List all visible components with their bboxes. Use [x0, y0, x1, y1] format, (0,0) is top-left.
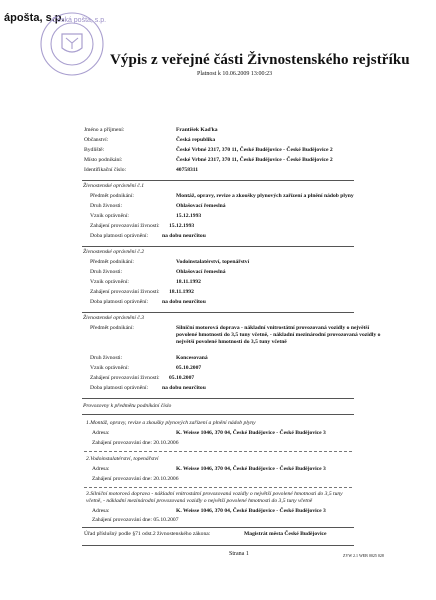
- license-2-start-label: Zahájení provozování živnosti:: [90, 289, 160, 295]
- license-3-origin-value: 05.10.2007: [176, 365, 202, 371]
- establishment-2-address-label: Adresa:: [92, 466, 110, 472]
- license-3-type-label: Druh živnosti:: [90, 355, 123, 361]
- page-title: Výpis z veřejné části Živnostenského rejstříku: [110, 52, 410, 68]
- citizenship-value: Česká republika: [176, 137, 216, 143]
- license-2-origin-value: 18.11.1992: [176, 279, 201, 285]
- license-2-validity-value: na dobu neurčitou: [162, 299, 206, 305]
- license-1-start-value: 15.12.1993: [169, 223, 195, 229]
- authority-value: Magistrát města České Budějovice: [244, 531, 327, 537]
- business-place-label: Místo podnikání:: [84, 157, 123, 163]
- section-divider: [82, 527, 354, 528]
- license-2-type-value: Ohlašovací řemeslná: [176, 269, 226, 275]
- id-number-value: 40758311: [176, 167, 199, 173]
- license-3-start-value: 05.10.2007: [169, 375, 195, 381]
- license-3-heading: Živnostenské oprávnění č.3: [83, 315, 145, 321]
- license-2-subject-value: Vodoinstalatérství, topenářství: [176, 259, 250, 265]
- establishments-heading: Provozovny k předmětu podnikání číslo: [83, 403, 172, 409]
- license-1-type-value: Ohlašovací řemeslná: [176, 203, 226, 209]
- license-1-validity-value: na dobu neurčitou: [162, 233, 206, 239]
- license-2-heading: Živnostenské oprávnění č.2: [83, 249, 145, 255]
- establishment-1-title: 1.Montáž, opravy, revize a zkoušky plynových zařízení a plnění nádob plyny: [86, 420, 256, 426]
- residence-value: České Vrbné 2317, 370 11, České Budějovice - České Budějovice 2: [176, 147, 333, 153]
- name-value: František Kaďka: [176, 127, 218, 133]
- establishment-3-start: Zahájení provozování dne: 05.10.2007: [92, 517, 179, 523]
- dashed-divider: [84, 451, 352, 452]
- license-3-origin-label: Vznik oprávnění:: [90, 365, 129, 371]
- establishment-1-address-label: Adresa:: [92, 430, 110, 436]
- license-3-subject-value: Silniční motorová doprava - nákladní vnitrostátní provozovaná vozidly o největší povolené hmotnosti do 3,5 tuny včetně, - nákladní mezinárodní provozovaná vozidly o největší povolené hmotnosti do 3,5 tuny včetně: [176, 325, 381, 345]
- authority-label: Úřad příslušný podle §71 odst.2 živnostenského zákona:: [84, 531, 211, 537]
- validity-date: Platnost k 10.06.2009 13:00:23: [197, 71, 273, 77]
- business-place-value: České Vrbné 2317, 370 11, České Budějovice - České Budějovice 2: [176, 157, 333, 163]
- section-divider: [82, 180, 354, 181]
- license-1-validity-label: Doba platnosti oprávnění:: [90, 233, 149, 239]
- license-1-subject-label: Předmět podnikání:: [90, 193, 134, 199]
- license-3-start-label: Zahájení provozování živnosti:: [90, 375, 160, 381]
- id-number-label: Identifikační číslo:: [84, 167, 127, 173]
- license-2-origin-label: Vznik oprávnění:: [90, 279, 129, 285]
- license-1-origin-value: 15.12.1993: [176, 213, 202, 219]
- license-1-heading: Živnostenské oprávnění č.1: [83, 183, 145, 189]
- license-1-origin-label: Vznik oprávnění:: [90, 213, 129, 219]
- postal-stamp: [22, 8, 122, 80]
- license-3-type-value: Koncesovaná: [176, 355, 208, 361]
- establishment-2-start: Zahájení provozování dne: 20.10.2006: [92, 476, 179, 482]
- license-2-type-label: Druh živnosti:: [90, 269, 123, 275]
- license-3-validity-label: Doba platnosti oprávnění:: [90, 385, 149, 391]
- establishment-3-title: 3.Silniční motorová doprava - nákladní vnitrostátní provozovaná vozidly o největší povolené hmotnosti do 3,5 tuny včetně, - nákladní mezinárodní provozovaná vozidly o největší povolené hmotnosti do 3,5 tuny včetně: [86, 491, 343, 504]
- license-1-type-label: Druh živnosti:: [90, 203, 123, 209]
- footer-divider: [82, 545, 354, 546]
- license-1-start-label: Zahájení provozování živnosti:: [90, 223, 160, 229]
- license-3-subject-label: Předmět podnikání:: [90, 325, 134, 331]
- license-1-subject-value: Montáž, opravy, revize a zkoušky plynových zařízení a plnění nádob plyny: [176, 193, 354, 199]
- residence-label: Bydliště:: [84, 147, 105, 153]
- license-2-start-value: 18.11.1992: [169, 289, 194, 295]
- establishment-3-address-value: K. Weisse 1046, 370 04, České Budějovice - České Budějovice 3: [176, 508, 326, 514]
- name-label: Jméno a příjmení:: [84, 127, 125, 133]
- establishment-1-address-value: K. Weisse 1046, 370 04, České Budějovice - České Budějovice 3: [176, 430, 326, 436]
- section-divider: [82, 312, 354, 313]
- establishment-2-address-value: K. Weisse 1046, 370 04, České Budějovice - České Budějovice 3: [176, 466, 326, 472]
- section-divider: [82, 246, 354, 247]
- establishment-3-address-label: Adresa:: [92, 508, 110, 514]
- citizenship-label: Občanství:: [84, 137, 109, 143]
- license-3-validity-value: na dobu neurčitou: [162, 385, 206, 391]
- license-2-subject-label: Předmět podnikání:: [90, 259, 134, 265]
- establishment-1-start: Zahájení provozování dne: 20.10.2006: [92, 440, 179, 446]
- form-code: ZVW 2.1 WEB 0025 028: [343, 553, 384, 558]
- dashed-divider: [84, 487, 352, 488]
- license-2-validity-label: Doba platnosti oprávnění:: [90, 299, 149, 305]
- page-number: Strana 1: [229, 551, 249, 557]
- corner-text: ápošta, s.p.: [4, 12, 65, 24]
- section-divider: [82, 398, 354, 399]
- section-divider: [82, 414, 354, 415]
- establishment-2-title: 2.Vodoinstalatérství, topenářství: [86, 456, 159, 462]
- stamp-text: Česká pošta, s.p.: [52, 17, 107, 24]
